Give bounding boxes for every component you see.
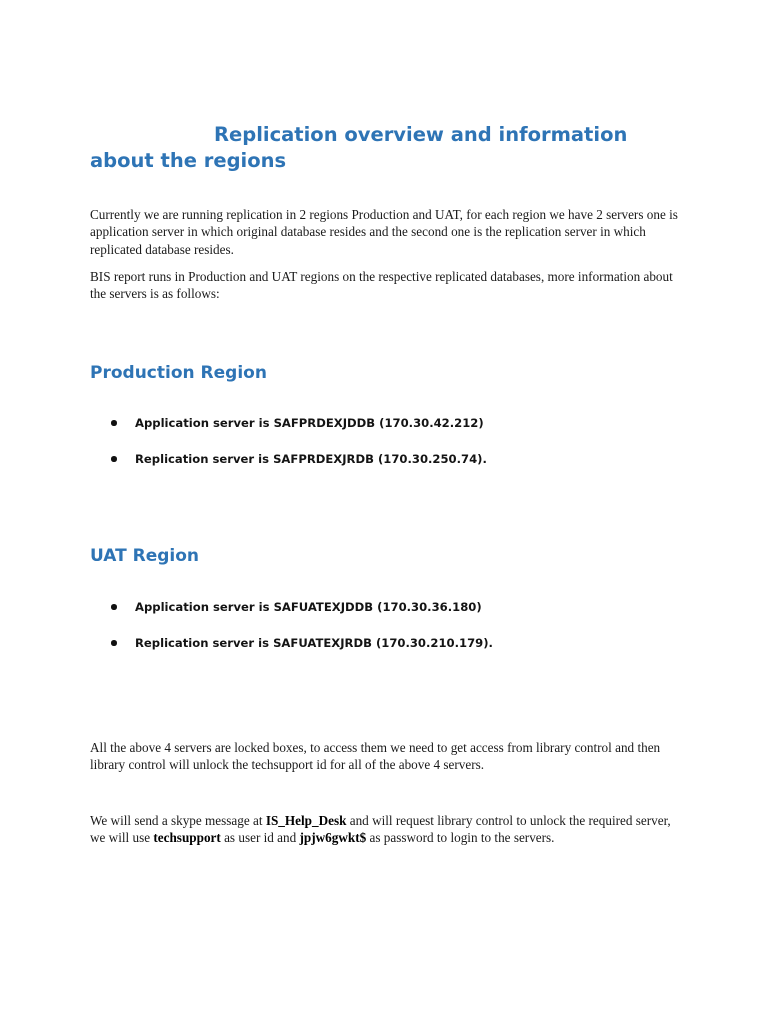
helpdesk-name: IS_Help_Desk	[265, 813, 347, 828]
list-item	[110, 414, 487, 432]
skype-text-4: as password to login to the servers.	[366, 830, 555, 846]
bullet-icon	[111, 640, 117, 646]
list-item	[110, 450, 487, 468]
server-name: SAFUATEXJDDB	[273, 600, 374, 614]
server-prefix: Application server is	[135, 416, 274, 430]
list-item	[110, 634, 493, 652]
locked-boxes-paragraph: All the above 4 servers are locked boxes, to access them we need to get access from library control and then library control will unlock the techsupport id for all of the above 4 servers.	[90, 740, 661, 773]
intro-paragraph: Currently we are running replication in 2 regions Production and UAT, for each region we have 2 servers one is application server in which original database resides and the second one is the replication server in which replicated database resides.	[90, 207, 678, 257]
server-prefix: Replication server is	[135, 452, 274, 466]
server-ip: (170.30.210.179).	[371, 636, 493, 650]
skype-instructions-paragraph	[90, 812, 680, 847]
password: jpjw6gwkt$	[299, 830, 367, 846]
list-item	[110, 598, 493, 616]
skype-text-2: and will request library control to unlock the required server, we will use	[90, 813, 671, 846]
server-name: SAFPRDEXJRDB	[273, 452, 374, 466]
user-id: techsupport	[153, 830, 221, 846]
server-ip: (170.30.42.212)	[375, 416, 484, 430]
bullet-icon	[111, 604, 117, 610]
server-name: SAFUATEXJRDB	[273, 636, 372, 650]
document-title: Replication overview and information about the regions	[90, 123, 628, 172]
uat-server-list	[110, 598, 493, 670]
production-region-heading: Production Region	[90, 363, 267, 383]
bis-report-paragraph: BIS report runs in Production and UAT regions on the respective replicated databases, more information about the servers is as follows:	[90, 269, 673, 302]
skype-text-1: We will send a skype message at	[90, 813, 266, 828]
skype-text-3: as user id and	[220, 830, 300, 846]
server-prefix: Application server is	[135, 600, 274, 614]
production-server-list	[110, 414, 487, 486]
bullet-icon	[111, 420, 117, 426]
server-ip: (170.30.36.180)	[373, 600, 482, 614]
uat-region-heading: UAT Region	[90, 546, 200, 566]
server-ip: (170.30.250.74).	[373, 452, 487, 466]
bullet-icon	[111, 456, 117, 462]
server-prefix: Replication server is	[135, 636, 274, 650]
server-name: SAFPRDEXJDDB	[273, 416, 376, 430]
